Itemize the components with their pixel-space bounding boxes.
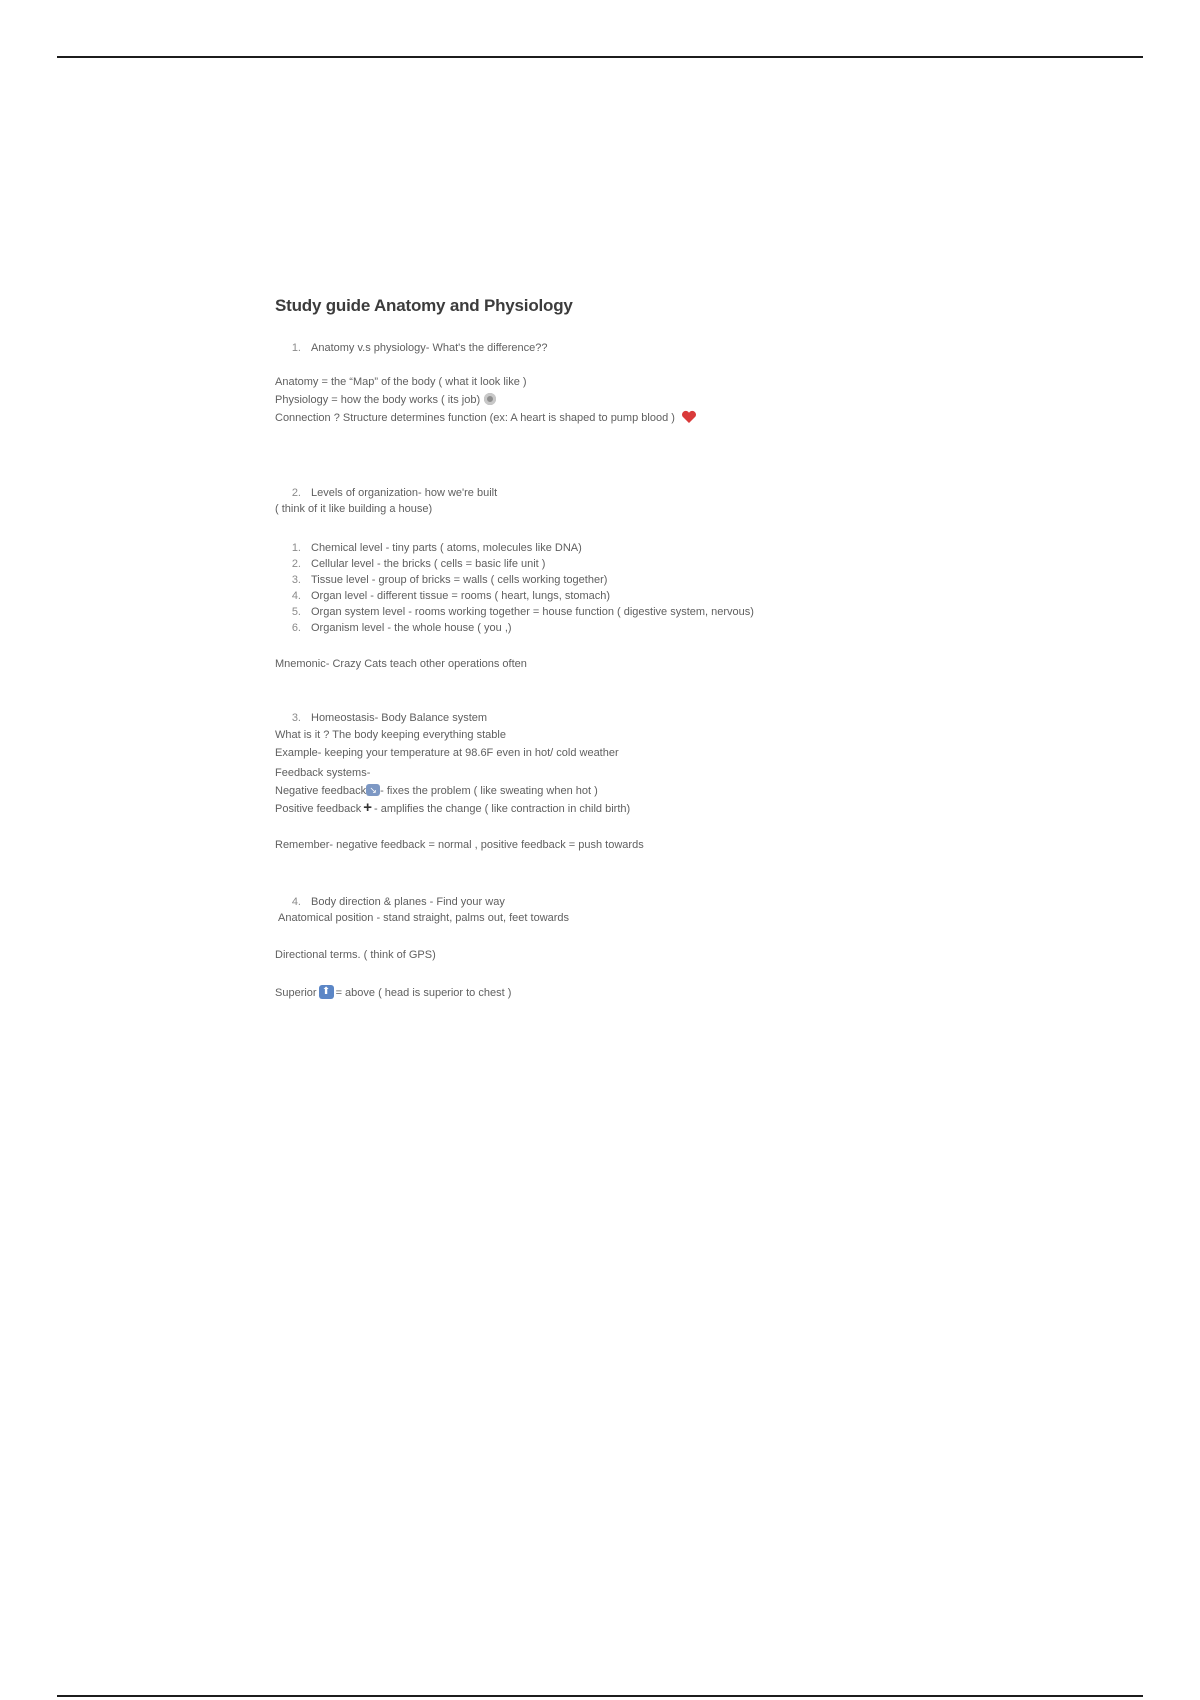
homeostasis-example: Example- keeping your temperature at 98.6F even in hot/ cold weather [275, 747, 619, 759]
positive-feedback-text: - amplifies the change ( like contraction in child birth) [373, 803, 631, 815]
anatomy-definition: Anatomy = the “Map” of the body ( what it look like ) [275, 376, 527, 388]
homeostasis-what: What is it ? The body keeping everything stable [275, 729, 506, 741]
top-rule [57, 56, 1143, 58]
list-item [275, 605, 754, 619]
list-text: Organ system level - rooms working together = house function ( digestive system, nervous) [311, 606, 754, 618]
list-text: Organ level - different tissue = rooms ( heart, lungs, stomach) [311, 590, 611, 602]
heart-icon [681, 410, 697, 424]
positive-feedback-line [275, 799, 631, 817]
list-item [275, 541, 582, 555]
negative-feedback-text: - fixes the problem ( like sweating when hot ) [380, 785, 598, 797]
list-item [275, 557, 545, 571]
list-text: Tissue level - group of bricks = walls ( cells working together) [311, 574, 608, 586]
section-3-heading [275, 711, 487, 725]
section-2-subheading: ( think of it like building a house) [275, 503, 433, 515]
list-number: 2. [291, 558, 301, 570]
page-title: Study guide Anatomy and Physiology [275, 296, 573, 315]
section-number: 2. [291, 487, 301, 499]
list-item [275, 589, 610, 603]
superior-line [275, 986, 511, 1000]
list-number: 4. [291, 590, 301, 602]
list-text: Cellular level - the bricks ( cells = basic life unit ) [311, 558, 546, 570]
up-arrow-icon: ⬆ [319, 985, 334, 999]
anatomical-position: Anatomical position - stand straight, palms out, feet towards [278, 912, 570, 924]
physiology-text: Physiology = how the body works ( its job) [275, 394, 481, 406]
superior-text: = above ( head is superior to chest ) [335, 987, 512, 999]
list-text: Chemical level - tiny parts ( atoms, molecules like DNA) [311, 542, 582, 554]
list-item [275, 573, 607, 587]
feedback-title: Feedback systems- [275, 767, 371, 779]
negative-feedback-line [275, 784, 598, 798]
section-heading-text: Anatomy v.s physiology- What's the difference?? [311, 342, 548, 354]
mnemonic: Mnemonic- Crazy Cats teach other operations often [275, 658, 527, 670]
list-number: 6. [291, 622, 301, 634]
physiology-definition [275, 393, 496, 407]
section-1-heading [275, 341, 547, 355]
list-number: 5. [291, 606, 301, 618]
connection-text: Connection ? Structure determines function (ex: A heart is shaped to pump blood ) [275, 412, 675, 424]
bottom-rule [57, 1695, 1143, 1697]
negative-feedback-label: Negative feedback [275, 785, 367, 797]
section-number: 1. [291, 342, 301, 354]
list-number: 1. [291, 542, 301, 554]
list-text: Organism level - the whole house ( you ,) [311, 622, 512, 634]
gear-icon [484, 393, 496, 405]
plus-icon: + [363, 799, 372, 817]
section-2-heading [275, 486, 497, 500]
section-number: 3. [291, 712, 301, 724]
positive-feedback-label: Positive feedback [275, 803, 362, 815]
directional-terms: Directional terms. ( think of GPS) [275, 949, 436, 961]
list-number: 3. [291, 574, 301, 586]
superior-label: Superior [275, 987, 317, 999]
section-heading-text: Levels of organization- how we're built [311, 487, 498, 499]
section-4-heading [275, 895, 505, 909]
connection-line [275, 411, 697, 425]
section-heading-text: Body direction & planes - Find your way [311, 896, 505, 908]
section-number: 4. [291, 896, 301, 908]
remember-note: Remember- negative feedback = normal , positive feedback = push towards [275, 839, 644, 851]
list-item [275, 621, 512, 635]
negative-feedback-icon: ↘ [366, 784, 380, 796]
section-heading-text: Homeostasis- Body Balance system [311, 712, 488, 724]
